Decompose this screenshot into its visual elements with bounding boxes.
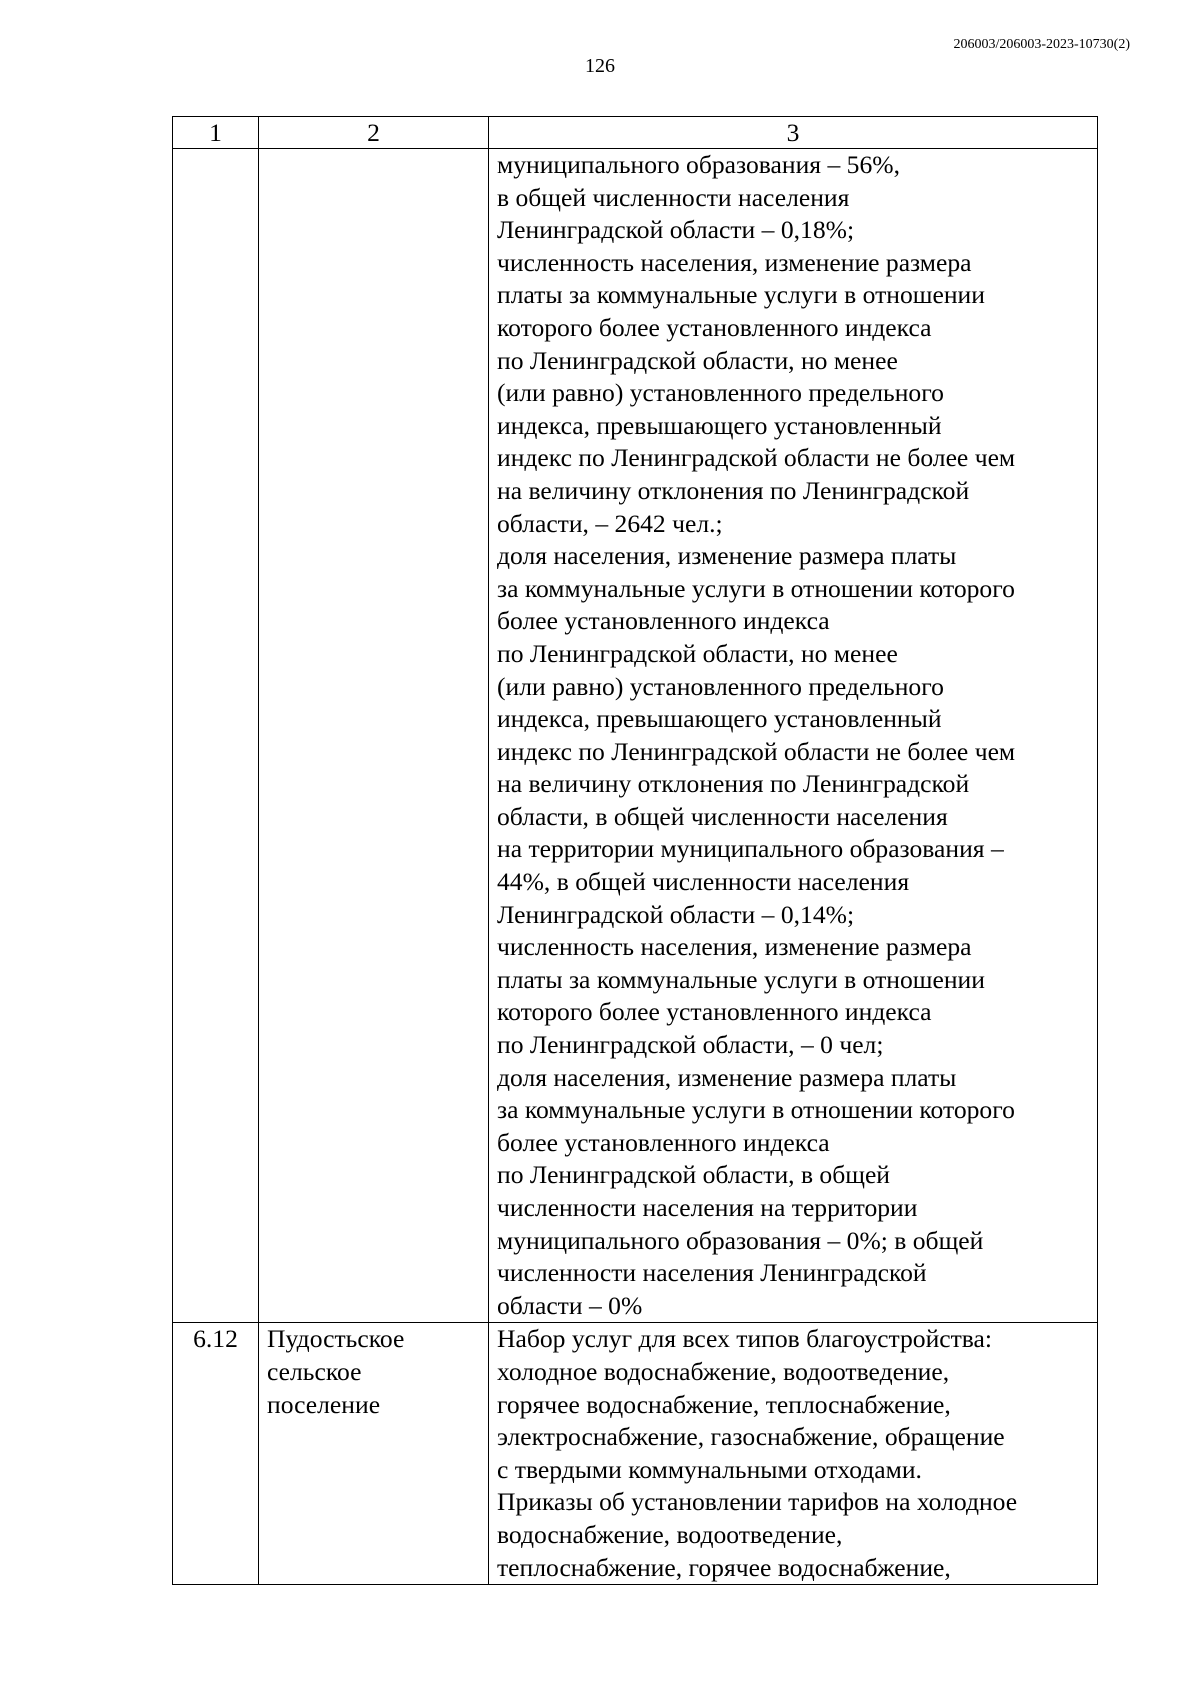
description-line: 44%, в общей численности населения xyxy=(497,867,910,897)
page-number: 126 xyxy=(585,55,615,77)
description-line: за коммунальные услуги в отношении которого xyxy=(497,1095,1015,1125)
description-line: (или равно) установленного предельного xyxy=(497,378,944,408)
description-line: по Ленинградской области, но менее xyxy=(497,638,898,668)
description-line: по Ленинградской области, в общей xyxy=(497,1160,891,1190)
description-line: холодное водоснабжение, водоотведение, xyxy=(497,1356,950,1386)
column-header-2: 2 xyxy=(259,117,489,149)
description-line: индекс по Ленинградской области не более чем xyxy=(497,443,1016,473)
description-line: с твердыми коммунальными отходами. xyxy=(497,1454,922,1484)
description-line: индекса, превышающего установленный xyxy=(497,410,942,440)
description-cell xyxy=(489,149,1098,1323)
table-row xyxy=(173,1323,1098,1585)
description-line: платы за коммунальные услуги в отношении xyxy=(497,280,985,310)
row-number-cell: 6.12 xyxy=(173,1323,259,1585)
description-line: на величину отклонения по Ленинградской xyxy=(497,475,970,505)
description-line: на территории муниципального образования – xyxy=(497,834,1004,864)
description-line: Приказы об установлении тарифов на холодное xyxy=(497,1487,1018,1517)
description-line: области, – 2642 чел.; xyxy=(497,508,723,538)
description-line: которого более установленного индекса xyxy=(497,997,932,1027)
name-line: поселение xyxy=(267,1389,381,1419)
name-line: Пудостьское xyxy=(267,1324,405,1354)
description-line: области – 0% xyxy=(497,1290,643,1320)
description-line: численность населения, изменение размера xyxy=(497,932,972,962)
description-line: теплоснабжение, горячее водоснабжение, xyxy=(497,1552,951,1582)
document-id: 206003/206003-2023-10730(2) xyxy=(953,37,1130,52)
description-line: индекс по Ленинградской области не более чем xyxy=(497,736,1016,766)
table-header-row xyxy=(173,117,1098,149)
table-body xyxy=(173,149,1098,1585)
description-line: численности населения на территории xyxy=(497,1193,918,1222)
description-line: численность населения, изменение размера xyxy=(497,247,972,277)
description-line: муниципального образования – 56%, xyxy=(497,150,900,179)
description-line: муниципального образования – 0%; в общей xyxy=(497,1225,984,1255)
description-line: платы за коммунальные услуги в отношении xyxy=(497,964,985,994)
description-line: (или равно) установленного предельного xyxy=(497,671,944,701)
description-cell xyxy=(489,1323,1098,1585)
description-line: численности населения Ленинградской xyxy=(497,1258,927,1288)
description-line: более установленного индекса xyxy=(497,606,830,636)
description-line: водоснабжение, водоотведение, xyxy=(497,1519,843,1549)
description-line: индекса, превышающего установленный xyxy=(497,704,942,734)
column-header-1: 1 xyxy=(173,117,259,149)
description-line: Ленинградской области – 0,14%; xyxy=(497,899,855,929)
column-header-3: 3 xyxy=(489,117,1098,149)
description-line: которого более установленного индекса xyxy=(497,312,932,342)
description-line: доля населения, изменение размера платы xyxy=(497,541,957,571)
table-row xyxy=(173,149,1098,1323)
description-line: Ленинградской области – 0,18%; xyxy=(497,215,855,245)
description-line: доля населения, изменение размера платы xyxy=(497,1062,957,1092)
description-line: электроснабжение, газоснабжение, обращение xyxy=(497,1422,1005,1452)
description-line: горячее водоснабжение, теплоснабжение, xyxy=(497,1389,951,1419)
description-line: в общей численности населения xyxy=(497,182,850,212)
row-number-cell xyxy=(173,149,259,1323)
main-table xyxy=(172,116,1098,1585)
municipality-name-cell xyxy=(259,1323,489,1585)
description-line: по Ленинградской области, – 0 чел; xyxy=(497,1030,884,1060)
name-line: сельское xyxy=(267,1356,362,1386)
description-line: за коммунальные услуги в отношении которого xyxy=(497,573,1015,603)
description-line: области, в общей численности населения xyxy=(497,801,948,831)
description-line: на величину отклонения по Ленинградской xyxy=(497,769,970,799)
description-line: Набор услуг для всех типов благоустройства: xyxy=(497,1324,993,1354)
description-line: по Ленинградской области, но менее xyxy=(497,345,898,375)
municipality-name-cell xyxy=(259,149,489,1323)
description-line: более установленного индекса xyxy=(497,1127,830,1157)
